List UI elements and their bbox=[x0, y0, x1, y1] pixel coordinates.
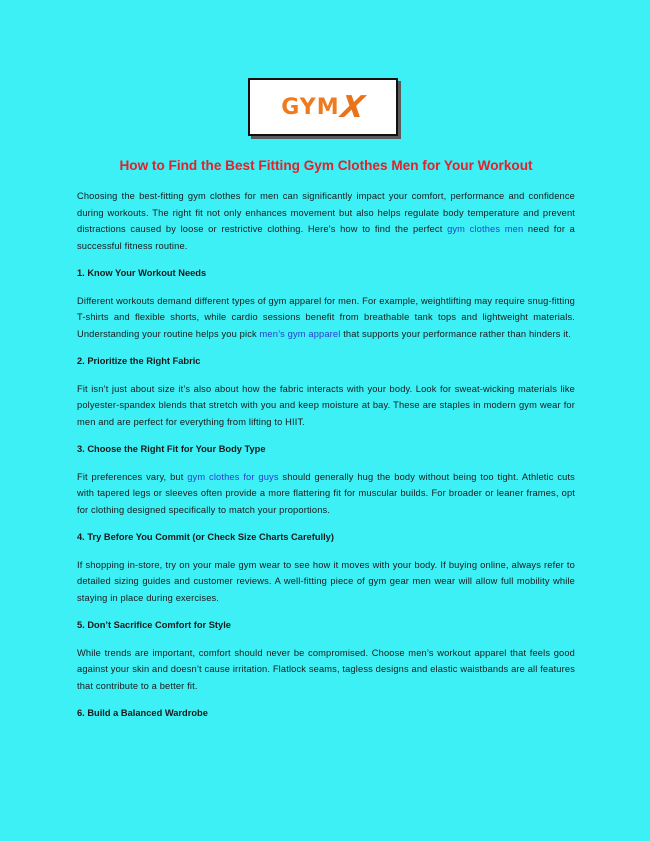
section-2-text: Fit isn’t just about size it’s also about how the fabric interacts with your body. Look for sweat-wicking materials like polyester-spandex blends that stretch with you and keep moisture at bay. These are staples in modern gym wear for men and are perfect for everything from lifting to HIIT. bbox=[77, 383, 575, 427]
section-1-text-before: Different workouts demand different types of gym apparel for men. For example, weightlifting may require snug-fitting T-shirts and flexible shorts, while cardio sessions benefit from breathable tank tops and lightweight materials. Understanding your routine helps you pick bbox=[77, 295, 575, 339]
section-3-text-before: Fit preferences vary, but bbox=[77, 471, 188, 482]
section-paragraph-3 bbox=[77, 469, 575, 519]
section-heading-4: 4. Try Before You Commit (or Check Size Charts Carefully) bbox=[77, 532, 334, 542]
section-1-text-after: that supports your performance rather than hinders it. bbox=[340, 328, 571, 339]
gym-clothes-for-guys-link[interactable]: gym clothes for guys bbox=[187, 471, 279, 482]
section-heading-2: 2. Prioritize the Right Fabric bbox=[77, 356, 201, 366]
section-heading-3: 3. Choose the Right Fit for Your Body Type bbox=[77, 444, 266, 454]
section-4-text: If shopping in-store, try on your male gym wear to see how it moves with your body. If buying online, always refer to detailed sizing guides and customer reviews. A well-fitting piece of gym gear men wear will allow full mobility while staying in place during exercises. bbox=[77, 559, 575, 603]
logo-x-mark: X bbox=[338, 89, 368, 125]
section-paragraph-1 bbox=[77, 293, 575, 343]
section-paragraph-2 bbox=[77, 381, 575, 431]
section-heading-6: 6. Build a Balanced Wardrobe bbox=[77, 708, 208, 718]
section-5-text: While trends are important, comfort should never be compromised. Choose men’s workout apparel that feels good against your skin and doesn’t cause irritation. Flatlock seams, tagless designs and elastic waistbands are all features that contribute to a better fit. bbox=[77, 647, 575, 691]
article bbox=[77, 158, 575, 733]
logo-text-main: GYM bbox=[281, 94, 340, 120]
intro-text-after: need for a successful fitness routine. bbox=[77, 224, 575, 251]
logo-text bbox=[281, 89, 368, 125]
logo bbox=[248, 78, 398, 136]
section-paragraph-4 bbox=[77, 557, 575, 607]
intro-paragraph bbox=[77, 188, 575, 254]
section-heading-5: 5. Don’t Sacrifice Comfort for Style bbox=[77, 620, 231, 630]
gym-clothes-men-link[interactable]: gym clothes men bbox=[447, 224, 524, 234]
page-title: How to Find the Best Fitting Gym Clothes Men for Your Workout bbox=[119, 158, 533, 173]
section-heading-1: 1. Know Your Workout Needs bbox=[77, 268, 207, 278]
intro-text-before: Choosing the best-fitting gym clothes for men can significantly impact your comfort, performance and confidence during workouts. The right fit not only enhances movement but also helps regulate body temperature and prevent distractions caused by loose or restrictive clothing. Here’s how to find the perfect bbox=[77, 191, 575, 234]
section-paragraph-5 bbox=[77, 645, 575, 695]
mens-gym-apparel-link[interactable]: men’s gym apparel bbox=[259, 328, 341, 339]
section-3-text-after: should generally hug the body without being too tight. Athletic cuts with tapered legs or sleeves often provide a more flattering fit for muscular builds. For broader or leaner frames, opt for clothing designed specifically to match your proportions. bbox=[77, 471, 575, 515]
